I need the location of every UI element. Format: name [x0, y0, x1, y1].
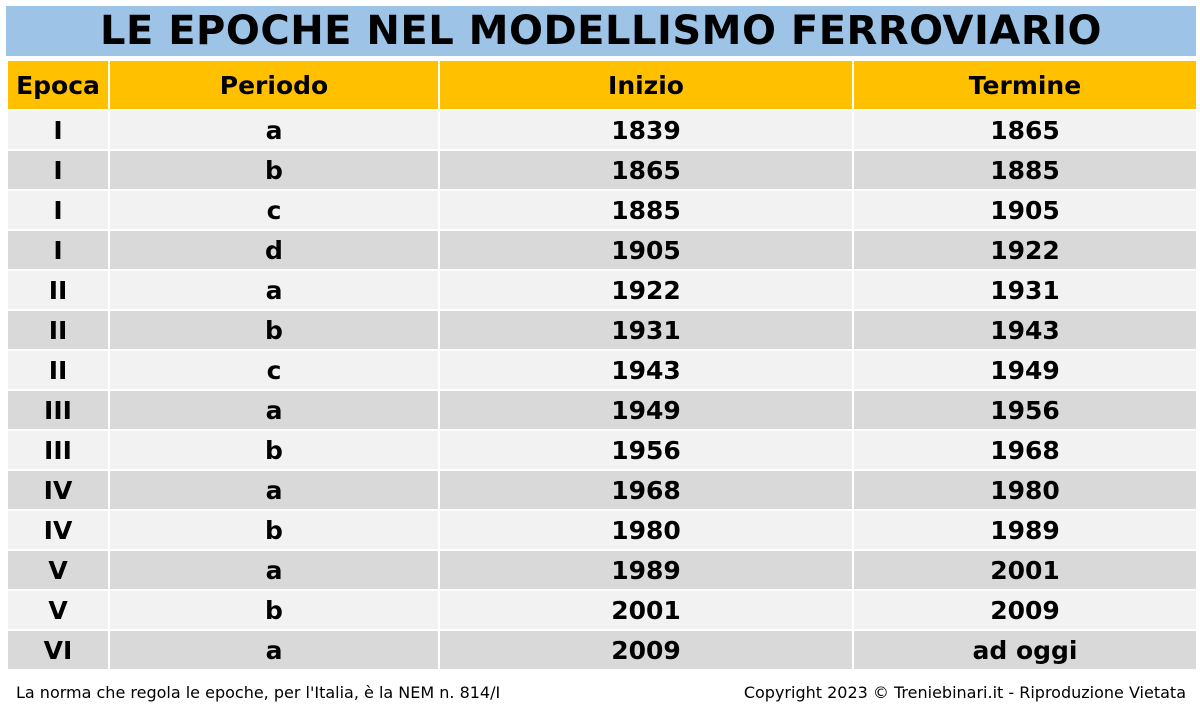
cell-termine: 1968: [854, 431, 1196, 469]
table-row: [8, 111, 1196, 149]
cell-inizio: 1949: [440, 391, 852, 429]
cell-periodo: b: [110, 151, 438, 189]
cell-termine: 1905: [854, 191, 1196, 229]
cell-epoca: III: [8, 431, 108, 469]
cell-inizio: 1865: [440, 151, 852, 189]
table-body: [8, 111, 1196, 669]
table-row: [8, 591, 1196, 629]
table-row: [8, 631, 1196, 669]
footer-note: La norma che regola le epoche, per l'Italia, è la NEM n. 814/I: [16, 683, 501, 702]
cell-epoca: II: [8, 311, 108, 349]
cell-termine: 1931: [854, 271, 1196, 309]
cell-epoca: I: [8, 111, 108, 149]
cell-inizio: 1956: [440, 431, 852, 469]
cell-periodo: a: [110, 391, 438, 429]
table-row: [8, 191, 1196, 229]
cell-epoca: I: [8, 151, 108, 189]
cell-periodo: a: [110, 271, 438, 309]
cell-termine: 1956: [854, 391, 1196, 429]
footer-copyright: Copyright 2023 © Treniebinari.it - Riproduzione Vietata: [743, 683, 1186, 702]
cell-epoca: III: [8, 391, 108, 429]
cell-inizio: 1989: [440, 551, 852, 589]
header-termine: Termine: [854, 61, 1196, 109]
cell-termine: 1949: [854, 351, 1196, 389]
cell-termine: 1989: [854, 511, 1196, 549]
cell-inizio: 2001: [440, 591, 852, 629]
cell-epoca: VI: [8, 631, 108, 669]
cell-periodo: c: [110, 191, 438, 229]
cell-termine: 2009: [854, 591, 1196, 629]
cell-periodo: a: [110, 631, 438, 669]
table-row: [8, 511, 1196, 549]
table-row: [8, 311, 1196, 349]
cell-epoca: IV: [8, 471, 108, 509]
cell-periodo: c: [110, 351, 438, 389]
cell-inizio: 2009: [440, 631, 852, 669]
cell-termine: ad oggi: [854, 631, 1196, 669]
table-row: [8, 471, 1196, 509]
cell-inizio: 1922: [440, 271, 852, 309]
cell-termine: 1980: [854, 471, 1196, 509]
header-epoca: Epoca: [8, 61, 108, 109]
cell-termine: 1922: [854, 231, 1196, 269]
cell-inizio: 1885: [440, 191, 852, 229]
cell-epoca: II: [8, 351, 108, 389]
cell-epoca: II: [8, 271, 108, 309]
cell-inizio: 1943: [440, 351, 852, 389]
cell-inizio: 1968: [440, 471, 852, 509]
table-row: [8, 551, 1196, 589]
cell-periodo: a: [110, 111, 438, 149]
header-inizio: Inizio: [440, 61, 852, 109]
title-bar: [6, 6, 1196, 56]
cell-termine: 1885: [854, 151, 1196, 189]
cell-inizio: 1931: [440, 311, 852, 349]
table-header: [8, 61, 1196, 109]
cell-periodo: b: [110, 511, 438, 549]
table-row: [8, 431, 1196, 469]
table-row: [8, 151, 1196, 189]
header-periodo: Periodo: [110, 61, 438, 109]
table-row: [8, 231, 1196, 269]
table-row: [8, 351, 1196, 389]
header-row: [8, 61, 1196, 109]
cell-epoca: I: [8, 231, 108, 269]
cell-epoca: I: [8, 191, 108, 229]
cell-periodo: d: [110, 231, 438, 269]
cell-periodo: a: [110, 471, 438, 509]
cell-periodo: b: [110, 591, 438, 629]
cell-epoca: IV: [8, 511, 108, 549]
cell-periodo: b: [110, 311, 438, 349]
cell-epoca: V: [8, 551, 108, 589]
table-row: [8, 391, 1196, 429]
page-title: LE EPOCHE NEL MODELLISMO FERROVIARIO: [99, 8, 1103, 54]
cell-epoca: V: [8, 591, 108, 629]
cell-inizio: 1980: [440, 511, 852, 549]
epochs-table: [6, 59, 1198, 671]
cell-termine: 1865: [854, 111, 1196, 149]
cell-periodo: b: [110, 431, 438, 469]
table-row: [8, 271, 1196, 309]
cell-inizio: 1839: [440, 111, 852, 149]
cell-periodo: a: [110, 551, 438, 589]
cell-inizio: 1905: [440, 231, 852, 269]
cell-termine: 1943: [854, 311, 1196, 349]
cell-termine: 2001: [854, 551, 1196, 589]
